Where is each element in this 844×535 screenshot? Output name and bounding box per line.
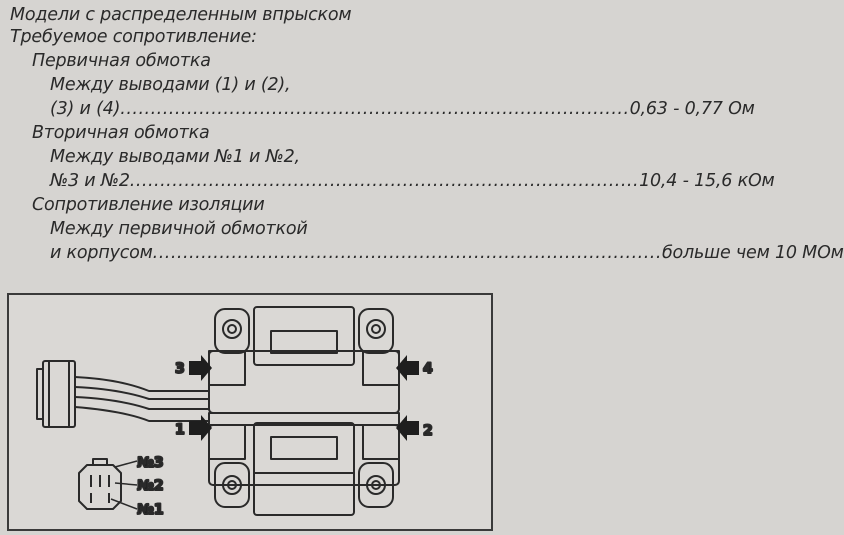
coil-body — [209, 307, 399, 515]
primary-winding-heading: Первичная обмотка — [32, 51, 211, 71]
terminal-3-label: 3 — [175, 361, 185, 377]
models-heading: Модели с распределенным впрыском — [10, 5, 352, 25]
primary-value-row — [50, 98, 755, 120]
harness-wires — [75, 377, 209, 421]
required-resistance-heading: Требуемое сопротивление: — [10, 27, 257, 47]
terminal-arrows — [189, 355, 419, 441]
connector-plug — [37, 361, 75, 427]
primary-terminals-line: Между выводами (1) и (2), — [50, 75, 291, 95]
leader-dots: .................................................................................... — [129, 171, 640, 191]
primary-terminals-cont: (3) и (4) — [50, 99, 121, 119]
primary-resistance-value: 0,63 - 0,77 Ом — [629, 99, 755, 119]
terminal-4-label: 4 — [423, 361, 433, 377]
ignition-coil-figure — [7, 293, 493, 531]
ignition-coil-diagram — [9, 295, 495, 533]
secondary-terminals-cont: №3 и №2 — [50, 171, 130, 191]
terminal-2-label: 2 — [423, 423, 433, 439]
insulation-between-line: Между первичной обмоткой — [50, 219, 308, 239]
connector-face — [79, 459, 137, 509]
insulation-value-row — [50, 242, 844, 264]
pin-n1-label: №1 — [137, 502, 164, 518]
secondary-terminals-line: Между выводами №1 и №2, — [50, 147, 300, 167]
insulation-heading: Сопротивление изоляции — [32, 195, 265, 215]
secondary-value-row — [50, 170, 775, 192]
secondary-resistance-value: 10,4 - 15,6 кОм — [639, 171, 775, 191]
leader-dots: .................................................................................... — [152, 243, 662, 263]
insulation-resistance-value: больше чем 10 МОм — [661, 243, 844, 263]
secondary-winding-heading: Вторичная обмотка — [32, 123, 210, 143]
pin-n2-label: №2 — [137, 478, 164, 494]
terminal-1-label: 1 — [175, 422, 185, 438]
insulation-body-label: и корпусом — [50, 243, 153, 263]
leader-dots: .................................................................................... — [120, 99, 630, 119]
pin-n3-label: №3 — [137, 455, 164, 471]
